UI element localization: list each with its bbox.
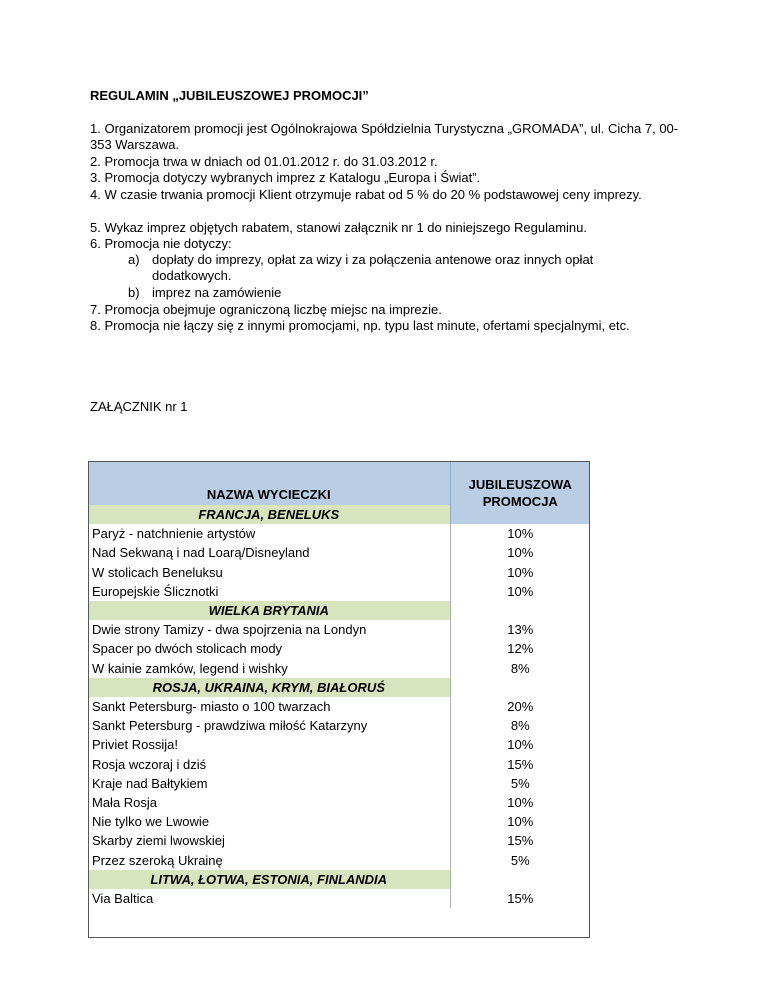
paragraph-8: 8. Promocja nie łączy się z innymi promocjami, np. typu last minute, ofertami specjalnymi, etc. — [90, 318, 630, 333]
table-row — [88, 889, 590, 908]
trip-name: Paryż - natchnienie artystów — [92, 526, 256, 542]
section-row — [88, 601, 590, 620]
discount-value: 10% — [450, 563, 590, 582]
section-empty-cell — [450, 601, 590, 620]
table-row — [88, 639, 590, 658]
trip-name: Nad Sekwaną i nad Loarą/Disneyland — [92, 545, 310, 561]
table-row — [88, 793, 590, 812]
discount-value: 10% — [450, 524, 590, 543]
sublist-text: imprez na zamówienie — [152, 285, 282, 300]
column-header-promo-line2: PROMOCJA — [482, 493, 558, 509]
table-row — [88, 851, 590, 870]
table-row — [88, 716, 590, 735]
table-header-row — [88, 461, 590, 505]
discount-value: 10% — [450, 812, 590, 831]
trip-name: Europejskie Ślicznotki — [92, 583, 219, 599]
discount-value: 10% — [450, 793, 590, 812]
section-name: LITWA, ŁOTWA, ESTONIA, FINLANDIA — [88, 870, 450, 889]
discount-value: 5% — [450, 774, 590, 793]
table-row — [88, 620, 590, 639]
trip-name: Rosja wczoraj i dziś — [92, 756, 207, 772]
trip-name: Sankt Petersburg - prawdziwa miłość Katarzyny — [92, 718, 368, 734]
table-row — [88, 659, 590, 678]
trip-name: Przez szeroką Ukrainę — [92, 852, 223, 868]
trip-name: W stolicach Beneluksu — [92, 564, 223, 580]
discount-value: 10% — [450, 582, 590, 601]
annex-title: ZAŁĄCZNIK nr 1 — [90, 399, 188, 414]
trip-name: Via Baltica — [92, 891, 154, 907]
section-row — [88, 870, 590, 889]
discount-value: 15% — [450, 755, 590, 774]
trip-name: Sankt Petersburg- miasto o 100 twarzach — [92, 699, 331, 715]
column-header-trip: NAZWA WYCIECZKI — [88, 461, 450, 505]
discount-value: 8% — [450, 716, 590, 735]
discount-value: 5% — [450, 851, 590, 870]
trip-name: Spacer po dwóch stolicach mody — [92, 641, 283, 657]
table-row — [88, 774, 590, 793]
section-name: ROSJA, UKRAINA, KRYM, BIAŁORUŚ — [88, 678, 450, 697]
discount-value: 15% — [450, 889, 590, 908]
trip-name: Mała Rosja — [92, 795, 158, 811]
section-row — [88, 678, 590, 697]
table-row — [88, 582, 590, 601]
trip-name: W kainie zamków, legend i wishky — [92, 660, 288, 676]
promotion-table — [88, 461, 590, 908]
section-name: WIELKA BRYTANIA — [88, 601, 450, 620]
sublist-label: b) — [128, 285, 140, 300]
trip-name: Priviet Rossija! — [92, 737, 178, 753]
table-row — [88, 755, 590, 774]
table-row — [88, 812, 590, 831]
trip-name: Skarby ziemi lwowskiej — [92, 833, 225, 849]
sublist-item-b — [128, 285, 668, 302]
sublist-label: a) — [128, 252, 140, 267]
table-row — [88, 543, 590, 562]
sublist-text: dopłaty do imprezy, opłat za wizy i za połączenia antenowe oraz innych opłat dodatkowych. — [152, 252, 594, 284]
paragraph-2: 2. Promocja trwa w dniach od 01.01.2012 r. do 31.03.2012 r. — [90, 154, 438, 169]
paragraph-5: 5. Wykaz imprez objętych rabatem, stanowi załącznik nr 1 do niniejszego Regulaminu. — [90, 220, 588, 235]
discount-value: 13% — [450, 620, 590, 639]
trip-name: Nie tylko we Lwowie — [92, 814, 210, 830]
table-row — [88, 524, 590, 543]
trip-name: Dwie strony Tamizy - dwa spojrzenia na Londyn — [92, 622, 367, 638]
document-title: REGULAMIN „JUBILEUSZOWEJ PROMOCJI” — [90, 88, 369, 103]
paragraph-7: 7. Promocja obejmuje ograniczoną liczbę miejsc na imprezie. — [90, 302, 442, 317]
sublist-item-a — [128, 252, 668, 286]
column-header-promo — [450, 461, 590, 524]
paragraph-4: 4. W czasie trwania promocji Klient otrzymuje rabat od 5 % do 20 % podstawowej ceny imprezy. — [90, 187, 642, 202]
discount-value: 8% — [450, 659, 590, 678]
table-row — [88, 563, 590, 582]
paragraph-1: 1. Organizatorem promocji jest Ogólnokrajowa Spółdzielnia Turystyczna „GROMADA”, ul. Cicha 7, 00-353 Warszawa. — [90, 121, 679, 153]
table-row — [88, 735, 590, 754]
section-empty-cell — [450, 678, 590, 697]
table-row — [88, 697, 590, 716]
discount-value: 10% — [450, 735, 590, 754]
column-header-promo-line1: JUBILEUSZOWA — [468, 476, 572, 492]
paragraph-3: 3. Promocja dotyczy wybranych imprez z Katalogu „Europa i Świat”. — [90, 170, 481, 185]
discount-value: 10% — [450, 543, 590, 562]
table-row — [88, 831, 590, 850]
section-name: FRANCJA, BENELUKS — [88, 505, 450, 524]
trip-name: Kraje nad Bałtykiem — [92, 775, 208, 791]
discount-value: 12% — [450, 639, 590, 658]
discount-value: 15% — [450, 831, 590, 850]
paragraph-6: 6. Promocja nie dotyczy: — [90, 236, 232, 251]
discount-value: 20% — [450, 697, 590, 716]
section-empty-cell — [450, 870, 590, 889]
